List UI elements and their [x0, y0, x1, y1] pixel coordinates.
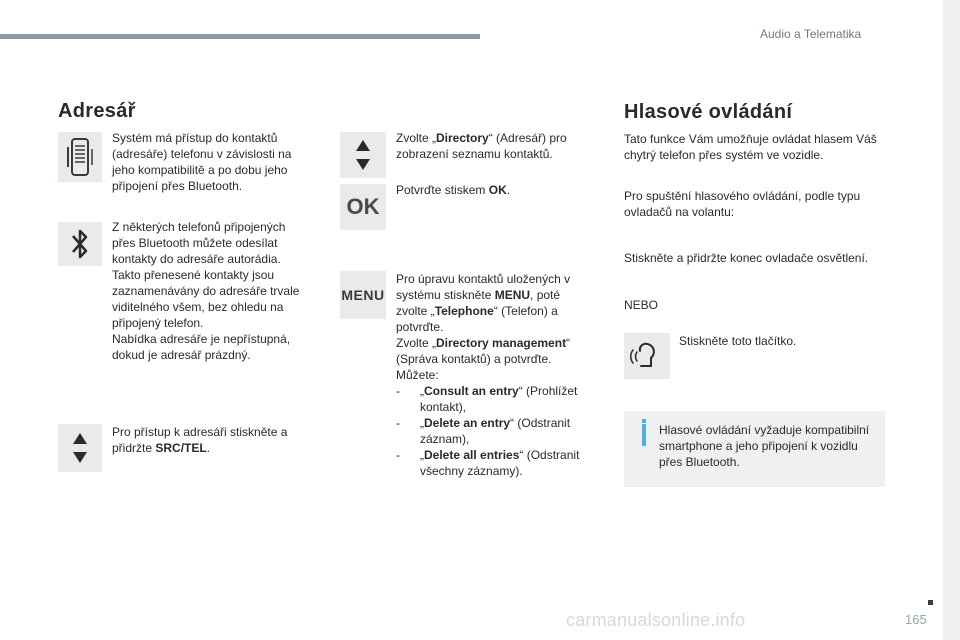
info-note-text: Hlasové ovládání vyžaduje kompatibilní smartphone a jeho připojení k vozidlu přes Bluetooth.: [659, 423, 870, 469]
up-down-arrows-icon: [353, 136, 373, 174]
header-accent-bar: [0, 34, 480, 39]
phone-icon: [65, 137, 95, 177]
menu-button-icon: [340, 271, 386, 319]
page-number: 165: [905, 612, 927, 627]
section-label: Audio a Telematika: [760, 27, 862, 41]
page-edge-strip: [943, 0, 960, 640]
src-tel-key: SRC/TEL: [155, 441, 207, 455]
up-down-arrows-icon: [70, 429, 90, 467]
ok-label: OK: [346, 194, 380, 219]
list-item: - „Delete an entry“ (Odstranit záznam),: [396, 416, 571, 446]
voice-command-icon: [629, 338, 665, 374]
page-title-voice-control: Hlasové ovládání: [624, 101, 793, 123]
ok-button-icon: [340, 184, 386, 230]
contact-management-text: Pro úpravu kontaktů uložených v systému stiskněte MENU, poté zvolte „Telephone“ (Telefon) a potvrďte. Zvolte „Directory management“ (Správa kontaktů) a potvrďte. Můžete: - „Consult an entry“ (Prohlížet kontakt), - „Delete an entry“ (Odstranit záznam), - „Delete all entries“ (Odstranit všechny záznamy).: [396, 271, 594, 479]
confirm-ok-text: Potvrďte stiskem OK.: [396, 183, 511, 197]
watermark: carmanualsonline.info: [566, 610, 746, 630]
info-note: [624, 411, 885, 487]
voice-start-text: Pro spuštění hlasového ovládání, podle typu ovladačů na volantu:: [624, 189, 861, 219]
light-stalk-text: Stiskněte a přidržte konec ovladače osvětlení.: [624, 251, 869, 265]
bluetooth-icon: [69, 227, 91, 261]
or-text: NEBO: [624, 298, 659, 312]
page-marker: [928, 600, 933, 605]
bluetooth-icon-box: [58, 222, 102, 266]
bluetooth-contacts-text: Z některých telefonů připojených přes Bluetooth můžete odesílat kontakty do adresáře autorádia. Takto přenesené kontakty jsou zaznamenávány do adresáře trvale viditelného všem, bez ohledu na připojený telefon.: [112, 220, 300, 330]
info-icon: [642, 419, 646, 423]
voice-intro-text: Tato funkce Vám umožňuje ovládat hlasem Váš chytrý telefon přes systém ve vozidle.: [624, 132, 877, 162]
directory-access-text: Systém má přístup do kontaktů (adresáře) telefonu v závislosti na jeho kompatibilitě a po dobu jeho připojení přes Bluetooth.: [112, 131, 292, 193]
voice-icon-box: [624, 333, 670, 379]
arrows-icon-box-mid: [340, 132, 386, 178]
menu-label: MENU: [341, 287, 385, 303]
select-directory-text: Zvolte „Directory“ (Adresář) pro zobrazení seznamu kontaktů.: [396, 131, 567, 161]
directory-empty-text: Nabídka adresáře je nepřístupná, dokud je adresář prázdný.: [112, 332, 291, 362]
src-tel-instruction: Pro přístup k adresáři stiskněte a přidržte SRC/TEL.: [112, 425, 288, 455]
page-title-directory: Adresář: [58, 100, 136, 122]
list-item: - „Consult an entry“ (Prohlížet kontakt),: [396, 384, 578, 414]
arrows-icon-box-left: [58, 424, 102, 472]
list-item: - „Delete all entries“ (Odstranit všechny záznamy).: [396, 448, 580, 478]
press-button-text: Stiskněte toto tlačítko.: [679, 334, 797, 348]
phone-icon-box: [58, 132, 102, 182]
